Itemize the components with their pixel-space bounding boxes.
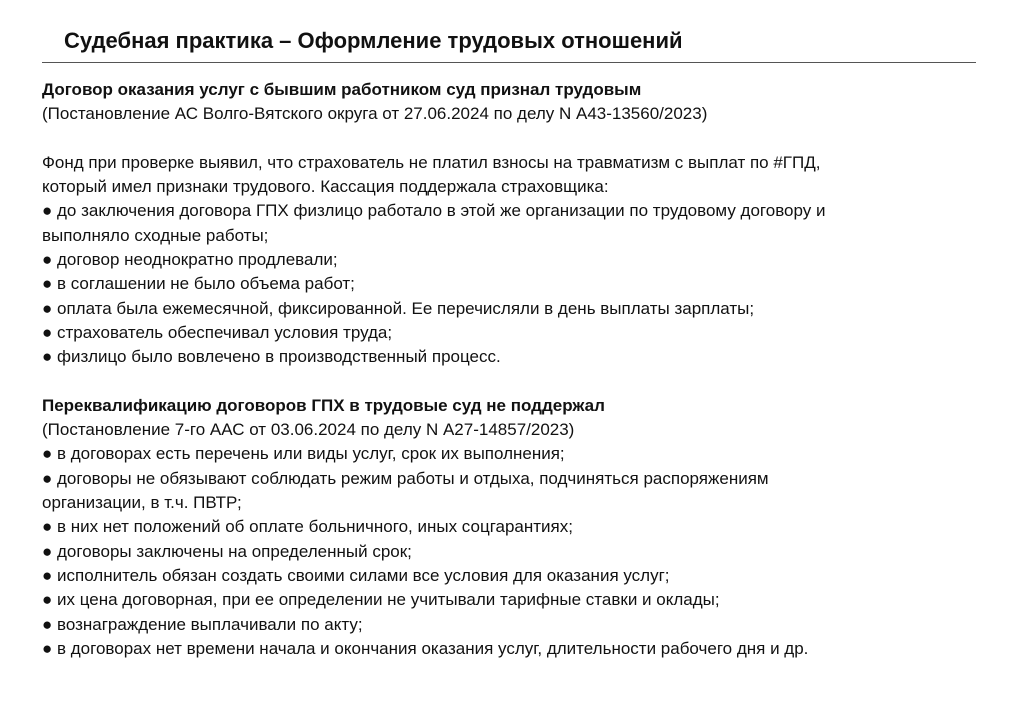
section2-bullet-line: ● договоры не обязывают соблюдать режим работы и отдыха, подчиняться распоряжениям xyxy=(42,468,769,488)
spacer xyxy=(42,370,982,394)
section1-bullet-line: ● до заключения договора ГПХ физлицо работало в этой же организации по трудовому договору и xyxy=(42,201,826,221)
section1-bullet-line: ● в соглашении не было объема работ; xyxy=(42,274,355,294)
section2-heading: Переквалификацию договоров ГПХ в трудовые суд не поддержал xyxy=(42,395,605,415)
title-divider xyxy=(42,62,976,63)
section2-bullet-line: организации, в т.ч. ПВТР; xyxy=(42,493,242,513)
section2-bullet-line: ● вознаграждение выплачивали по акту; xyxy=(42,614,363,634)
section1-bullet-line: ● оплата была ежемесячной, фиксированной. Ее перечисляли в день выплаты зарплаты; xyxy=(42,298,755,318)
section2-bullet-line: ● исполнитель обязан создать своими силами все условия для оказания услуг; xyxy=(42,565,670,585)
section1-bullet-line: ● страхователь обеспечивал условия труда; xyxy=(42,322,393,342)
section2-citation: (Постановление 7-го ААС от 03.06.2024 по делу N А27-14857/2023) xyxy=(42,420,575,440)
page-title: Судебная практика – Оформление трудовых отношений xyxy=(64,28,683,53)
section1-bullet-line: ● физлицо было вовлечено в производственный процесс. xyxy=(42,347,501,367)
section2-bullet-line: ● договоры заключены на определенный срок; xyxy=(42,541,412,561)
section2-bullet-line: ● в договорах есть перечень или виды услуг, срок их выполнения; xyxy=(42,444,565,464)
section2-bullet-line: ● в договорах нет времени начала и окончания оказания услуг, длительности рабочего дня и др. xyxy=(42,638,809,658)
section1-intro-line: Фонд при проверке выявил, что страхователь не платил взносы на травматизм с выплат по #ГПД, xyxy=(42,152,821,172)
section1-bullet-line: ● договор неоднократно продлевали; xyxy=(42,250,338,270)
section1-heading: Договор оказания услуг с бывшим работником суд признал трудовым xyxy=(42,80,642,99)
section1-citation: (Постановление АС Волго-Вятского округа от 27.06.2024 по делу N А43-13560/2023) xyxy=(42,104,708,124)
document-body xyxy=(42,78,982,661)
section2-bullet-line: ● в них нет положений об оплате больничного, иных соцгарантиях; xyxy=(42,517,573,537)
section2-bullet-line: ● их цена договорная, при ее определении не учитывали тарифные ставки и оклады; xyxy=(42,590,720,610)
spacer xyxy=(42,127,982,151)
section1-bullet-line: выполняло сходные работы; xyxy=(42,225,269,245)
section1-intro-line: который имел признаки трудового. Кассация поддержала страховщика: xyxy=(42,177,609,197)
